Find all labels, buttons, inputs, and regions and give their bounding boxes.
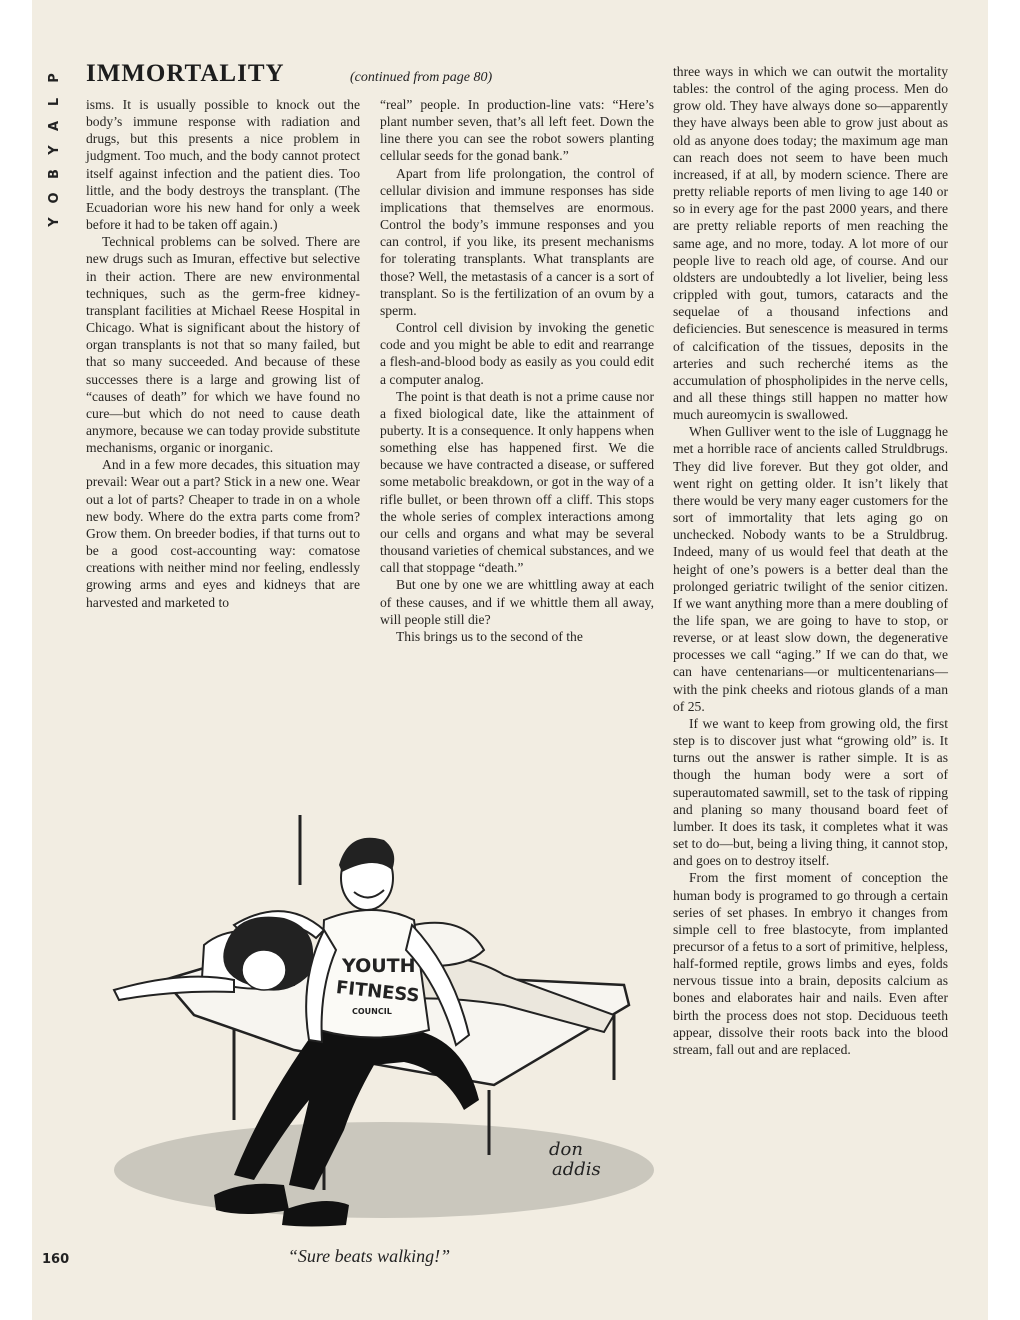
paragraph: But one by one we are whittling away at each of these causes, and if we whittle them all away, will people still die? [380, 577, 654, 627]
paragraph: isms. It is usually possible to knock out the body’s immune response with radiation and drugs, but this presents a nice problem in judgment. Too much, and the body cannot protect itself against infection and the patient dies. Too little, and the body destroys the transplant. (The Ecuadorian wore his new hand for only a week before it had to be taken off again.) [86, 97, 360, 233]
magazine-letter: Y [47, 145, 62, 155]
shirt-text-youth: YOUTH [342, 955, 416, 977]
text-column-3 [673, 63, 948, 1058]
paragraph: Apart from life prolongation, the control of cellular division and immune responses has side implications that themselves are enormous. Control the body’s immune responses and you can control, if you like, its present mechanisms for tolerating transplants. What transplants are those? Well, the metastasis of a cancer is a sort of transplant. So is the fertilization of an ovum by a sperm. [380, 165, 654, 318]
shirt-text-council: COUNCIL [352, 1007, 392, 1016]
paragraph: And in a few more decades, this situation may prevail: Wear out a part? Stick in a new one. Wear out a lot of parts? Cheaper to trade in on a whole new body. Where do the extra parts come from? Grow them. On breeder bodies, if that turns out to be a good cost-accounting way: comatose creations with neither mind nor feeling, endlessly growing arms and eyes and kidneys that are harvested and marketed to [86, 457, 360, 610]
paragraph: The point is that death is not a prime cause nor a fixed biological date, like the attainment of puberty. It is a consequence. It only happens when something else has happened first. We die because we have contracted a disease, or suffered some metabolic breakdown, or got in the way of a rifle bullet, or been thrown off a cliff. This stops the whole series of complex interactions among our cells and organs and what may be several thousand varieties of chemical substances, and we call that stoppage “death.” [380, 388, 654, 576]
paragraph: This brings us to the second of the [396, 628, 583, 644]
continued-note: (continued from page 80) [350, 70, 493, 85]
paragraph: three ways in which we can outwit the mortality tables: the control of the aging process. Men do grow old. They have always done so—apparently they have always been able to grow just about as old as anyone does today; the maximum age man can reach does not seem to have been much increased, if at all, by modern science. There are pretty reliable reports of men living to age 140 or so in every age for the past 2000 years, and there are pretty reliable reports of men reaching the same age, and no more, today. A lot more of our people live to reach old age, of course. And our oldsters are undoubtedly a lot livelier, being less crippled with gout, tumors, cataracts and the sequelae of a thousand infections and deficiencies. But senescence is measured in terms of calcification of the tissues, deposits in the arteries and such recherché items as the accumulation of phospholipides in the nerve cells, and all these things still happen no matter how much aureomycin is swallowed. [673, 64, 948, 423]
article-title: IMMORTALITY [86, 60, 285, 87]
text-column-1 [86, 96, 360, 611]
magazine-letter: O [47, 192, 62, 204]
page-number: 160 [42, 1252, 70, 1267]
magazine-letter: A [47, 120, 62, 132]
artist-signature: don [549, 1139, 583, 1160]
paragraph: From the first moment of conception the human body is programed to go through a certain series of set phases. In embryo it changes from simple cell to free blastocyte, from implanted precursor of a fetus to a sort of primitive, helpless, half-formed reptile, grows limbs and eyes, folds nervous tissue into a brain, deposits calcium as bones and elaborates hair and nails. Even after birth the process does not stop. Deciduous teeth appear, dissolve their roots back into the blood stream, fall out and are replaced. [673, 870, 948, 1057]
woman-face [242, 950, 286, 990]
paragraph: Technical problems can be solved. There are new drugs such as Imuran, effective but selective in their action. There are new environmental techniques, such as the germ-free kidney-transplant facilities at Michael Reese Hospital in Chicago. What is significant about the history of organ transplants is not that so many failed, but that so many succeeded. And because of these successes there is a large and growing list of “causes of death” for which we have found no cure—but which do not need to cause death anymore, because we can today provide substitute mechanisms, organic or inorganic. [86, 234, 360, 456]
magazine-name-vertical [46, 66, 68, 227]
shirt-text-fitness: FITNESS [334, 977, 421, 1007]
text-column-2 [380, 96, 654, 645]
paragraph: When Gulliver went to the isle of Luggnagg he met a horrible race of ancients called Struldbrugs. They did live forever. But they got older, and went right on getting older. It isn’t likely that there would be very many eager customers for the sort of immortality that lets aging go on unchecked. Nobody wants to be a Struldbrug. Indeed, many of us would feel that death at the height of one’s powers is a better deal than the prolonged geriatric twilight of the senior citizen. If we want anything more than a mere doubling of the life span, we are going to have to stop, or reverse, or at least slow down, the degenerative processes we call “aging.” If we can do that, we can have centenarians—or multicentenarians—with the pink cheeks and riotous glands of a man of 25. [673, 424, 948, 714]
magazine-letter: P [47, 73, 62, 83]
paragraph: If we want to keep from growing old, the first step is to discover just what “growing old” is. It turns out the answer is rather simple. It is as though the human body were a sort of superautomated sawmill, set to the task of ripping and planing so many thousand board feet of lumber. It does its task, it completes what it was set to do—but, being a living thing, it cannot stop, and goes on to destroy itself. [673, 715, 948, 869]
cartoon-caption: “Sure beats walking!” [287, 1246, 451, 1266]
paragraph: Control cell division by invoking the genetic code and you might be able to edit and rearrange a flesh-and-blood body as easily as you could edit a computer analog. [380, 320, 654, 387]
magazine-letter: Y [47, 217, 62, 227]
artist-signature: addis [552, 1159, 601, 1180]
magazine-letter: B [47, 169, 62, 179]
paragraph: “real” people. In production-line vats: “Here’s plant number seven, that’s all left feet. Down the line there you can see the robot sowers planting cellular seeds for the gonad bank.” [380, 97, 654, 164]
cartoon-illustration [84, 800, 654, 1228]
magazine-letter: L [47, 97, 62, 107]
